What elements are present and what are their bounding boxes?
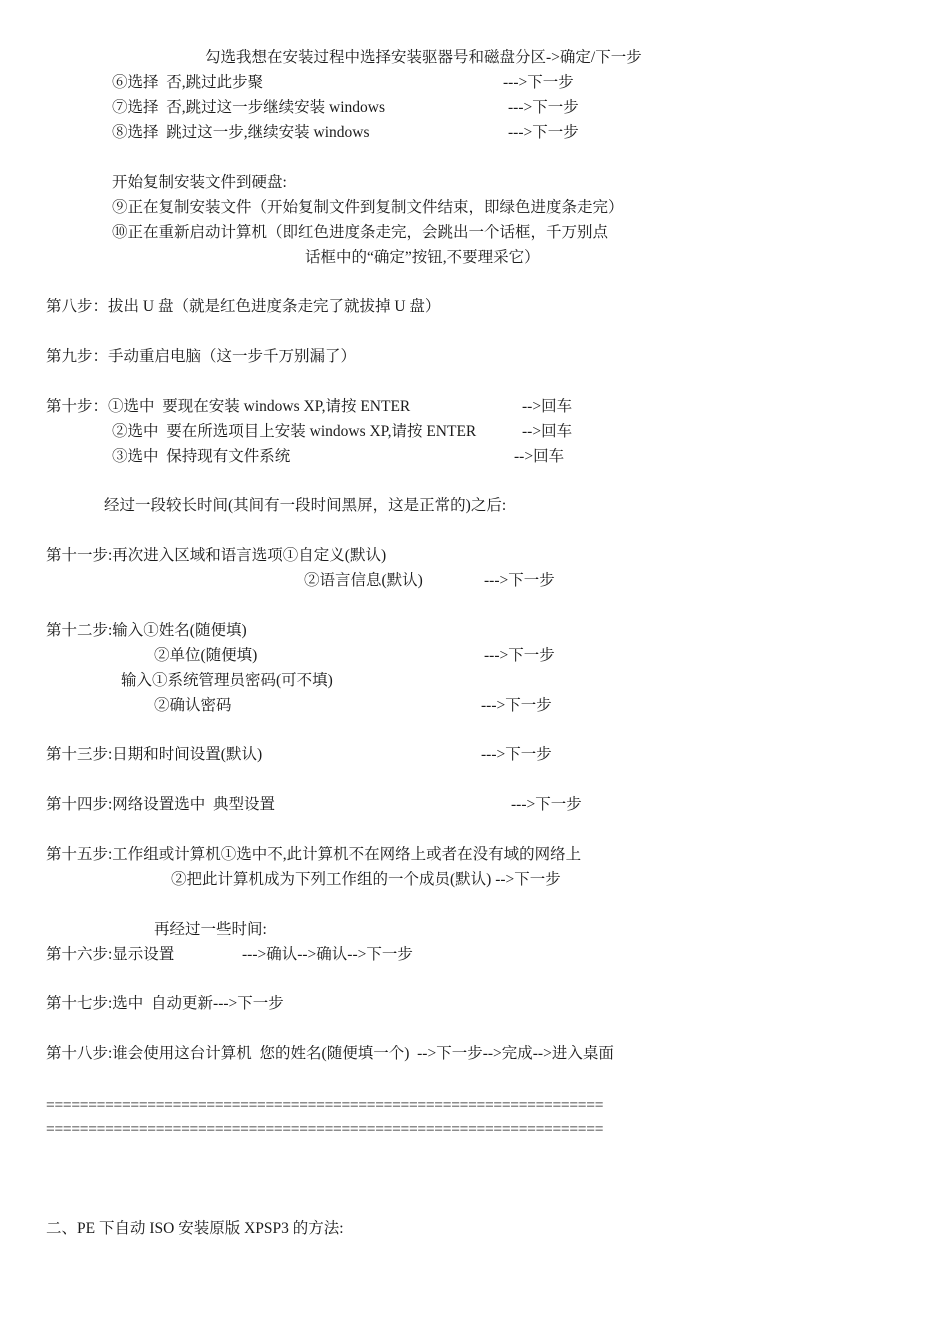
- step-heading: 第十八步:谁会使用这台计算机 您的姓名(随便填一个) -->下一步-->完成-->进入桌面: [46, 1045, 614, 1062]
- text-line-arrow: --->下一步: [508, 124, 579, 141]
- text-line: 话框中的“确定”按钮,不要理采它）: [305, 249, 540, 266]
- text-line: ②把此计算机成为下列工作组的一个成员(默认) -->下一步: [171, 871, 561, 888]
- text-line-arrow: --->下一步: [484, 572, 555, 589]
- step-heading: 第十六步:显示设置: [46, 946, 175, 963]
- text-line: 勾选我想在安装过程中选择安装驱器号和磁盘分区->确定/下一步: [205, 49, 642, 66]
- text-line-arrow: -->回车: [522, 398, 573, 415]
- step-heading: 第十一步:再次进入区域和语言选项①自定义(默认): [46, 547, 387, 564]
- step-heading: 第十步：①选中 要现在安装 windows XP,请按 ENTER: [46, 398, 411, 415]
- text-line: ⑧选择 跳过这一步,继续安装 windows: [112, 124, 370, 141]
- separator-line: ==================================================================: [46, 1121, 604, 1138]
- text-line: ⑦选择 否,跳过这一步继续安装 windows: [112, 99, 385, 116]
- text-line-arrow: --->下一步: [503, 74, 574, 91]
- text-line-arrow: --->下一步: [481, 697, 552, 714]
- text-line: 输入①系统管理员密码(可不填): [121, 672, 333, 689]
- step-heading: 第十五步:工作组或计算机①选中不,此计算机不在网络上或者在没有域的网络上: [46, 846, 582, 863]
- step-heading: 第十二步:输入①姓名(随便填): [46, 622, 247, 639]
- text-line: ⑨正在复制安装文件（开始复制文件到复制文件结束，即绿色进度条走完）: [112, 199, 624, 216]
- text-line: ②选中 要在所选项目上安装 windows XP,请按 ENTER: [112, 423, 477, 440]
- text-line-arrow: --->下一步: [484, 647, 555, 664]
- text-line-arrow: -->回车: [522, 423, 573, 440]
- text-line: 开始复制安装文件到硬盘:: [112, 174, 287, 191]
- text-line: 经过一段较长时间(其间有一段时间黑屏，这是正常的)之后:: [104, 497, 507, 514]
- text-line: ②确认密码: [154, 697, 232, 714]
- step-heading: 第十七步:选中 自动更新--->下一步: [46, 995, 284, 1012]
- text-line: ⑩正在重新启动计算机（即红色进度条走完，会跳出一个话框，千万别点: [112, 224, 609, 241]
- separator-line: ==================================================================: [46, 1097, 604, 1114]
- text-line-arrow: --->确认-->确认-->下一步: [242, 946, 413, 963]
- step-heading: 第十四步:网络设置选中 典型设置: [46, 796, 276, 813]
- text-line: ②单位(随便填): [154, 647, 258, 664]
- text-line-arrow: --->下一步: [511, 796, 582, 813]
- step-heading: 第九步：手动重启电脑（这一步千万别漏了）: [46, 348, 357, 365]
- step-heading: 第八步：拔出 U 盘（就是红色进度条走完了就拔掉 U 盘）: [46, 298, 441, 315]
- step-heading: 第十三步:日期和时间设置(默认): [46, 746, 263, 763]
- text-line: ②语言信息(默认): [304, 572, 423, 589]
- section-heading: 二、PE 下自动 ISO 安装原版 XPSP3 的方法:: [46, 1220, 344, 1237]
- text-line-arrow: --->下一步: [508, 99, 579, 116]
- text-line: ⑥选择 否,跳过此步聚: [112, 74, 264, 91]
- text-line-arrow: -->回车: [514, 448, 565, 465]
- text-line-arrow: --->下一步: [481, 746, 552, 763]
- text-line: 再经过一些时间:: [154, 921, 267, 938]
- text-line: ③选中 保持现有文件系统: [112, 448, 291, 465]
